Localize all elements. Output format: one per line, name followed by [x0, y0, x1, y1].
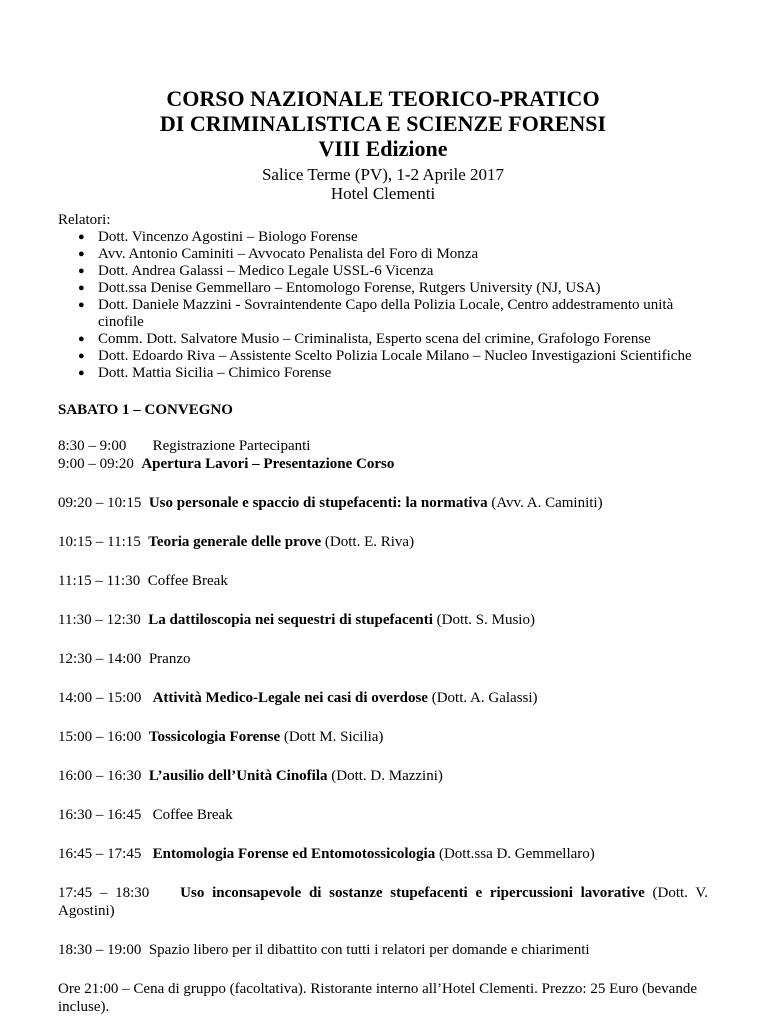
- session-title: Attività Medico-Legale nei casi di overdose: [152, 690, 428, 706]
- time-slot: 16:30 – 16:45: [58, 807, 142, 823]
- bullet-icon: ●: [78, 367, 85, 379]
- dinner-note: Ore 21:00 – Cena di gruppo (facoltativa). Ristorante interno all’Hotel Clementi. Prezzo: 25 Euro (bevande incluse).: [58, 981, 697, 1015]
- bullet-icon: ●: [78, 350, 85, 362]
- schedule-row: [58, 572, 708, 590]
- time-slot: 12:30 – 14:00: [58, 651, 142, 667]
- session-title: Apertura Lavori – Presentazione Corso: [141, 456, 395, 472]
- location-date: Salice Terme (PV), 1-2 Aprile 2017: [261, 165, 505, 184]
- speaker-item: ● Dott. Edoardo Riva – Assistente Scelto Polizia Locale Milano – Nucleo Investigazioni Scientifiche: [78, 348, 692, 364]
- time-slot: 10:15 – 11:15: [58, 534, 141, 550]
- speaker-item: ● Dott.ssa Denise Gemmellaro – Entomologo Forense, Rutgers University (NJ, USA): [78, 280, 601, 296]
- session-title: La dattiloscopia nei sequestri di stupefacenti: [148, 612, 433, 628]
- day-title: SABATO 1 – CONVEGNO: [58, 402, 233, 418]
- schedule-row: [58, 494, 708, 512]
- session-speaker: (Dott. V. Agostini): [58, 885, 709, 919]
- time-slot: 18:30 – 19:00: [58, 942, 142, 958]
- bullet-icon: ●: [78, 265, 85, 277]
- bullet-icon: ●: [78, 282, 85, 294]
- schedule-row: [58, 845, 708, 863]
- document-page: [58, 86, 708, 1016]
- speaker-item: ● Dott. Mattia Sicilia – Chimico Forense: [78, 365, 332, 381]
- venue: Hotel Clementi: [330, 184, 436, 203]
- session-title: Coffee Break: [152, 807, 233, 823]
- schedule-row: [58, 806, 708, 824]
- time-slot: 16:00 – 16:30: [58, 768, 142, 784]
- bullet-icon: ●: [78, 299, 85, 311]
- speaker-item: ● Comm. Dott. Salvatore Musio – Criminalista, Esperto scena del crimine, Grafologo Forense: [78, 331, 651, 347]
- time-slot: 11:30 – 12:30: [58, 612, 141, 628]
- time-slot: 9:00 – 09:20: [58, 456, 134, 472]
- speakers-list: [58, 229, 708, 382]
- schedule-row: [58, 941, 708, 959]
- session-speaker: (Dott M. Sicilia): [283, 729, 384, 745]
- session-title: Uso personale e spaccio di stupefacenti: la normativa: [148, 495, 488, 511]
- time-slot: 16:45 – 17:45: [58, 846, 142, 862]
- session-title: Spazio libero per il dibattito con tutti i relatori per domande e chiarimenti: [148, 942, 590, 958]
- time-slot: 14:00 – 15:00: [58, 690, 142, 706]
- session-title: L’ausilio dell’Unità Cinofila: [148, 768, 328, 784]
- schedule-row: [58, 689, 708, 707]
- course-title-line-2: DI CRIMINALISTICA E SCIENZE FORENSI: [159, 111, 607, 136]
- bullet-icon: ●: [78, 248, 85, 260]
- session-speaker: (Dott. D. Mazzini): [331, 768, 443, 784]
- schedule-row: [58, 767, 708, 785]
- speaker-item: ● Avv. Antonio Caminiti – Avvocato Penalista del Foro di Monza: [78, 246, 479, 262]
- session-title: Tossicologia Forense: [148, 729, 281, 745]
- session-title: Uso inconsapevole di sostanze stupefacenti e ripercussioni lavorative: [180, 885, 645, 901]
- schedule-row: [58, 455, 708, 473]
- time-slot: 17:45 – 18:30: [58, 885, 150, 901]
- schedule-row: [58, 533, 708, 551]
- speakers-label: Relatori:: [58, 212, 111, 228]
- time-slot: 8:30 – 9:00: [58, 438, 127, 454]
- speaker-item: ● Dott. Daniele Mazzini - Sovraintendente Capo della Polizia Locale, Centro addestramento unità cinofile: [78, 297, 674, 330]
- schedule-row: [58, 884, 708, 920]
- time-slot: 09:20 – 10:15: [58, 495, 142, 511]
- course-title-line-1: CORSO NAZIONALE TEORICO-PRATICO: [166, 86, 600, 111]
- session-title: Teoria generale delle prove: [148, 534, 322, 550]
- session-speaker: (Dott. A. Galassi): [431, 690, 538, 706]
- schedule-row: [58, 611, 708, 629]
- time-slot: 11:15 – 11:30: [58, 573, 141, 589]
- session-title: Entomologia Forense ed Entomotossicologia: [152, 846, 436, 862]
- bullet-icon: ●: [78, 231, 85, 243]
- session-title: Registrazione Partecipanti: [152, 438, 311, 454]
- schedule-row: [58, 650, 708, 668]
- session-speaker: (Dott.ssa D. Gemmellaro): [438, 846, 595, 862]
- session-speaker: (Dott. S. Musio): [436, 612, 535, 628]
- session-title: Coffee Break: [147, 573, 228, 589]
- session-title: Pranzo: [148, 651, 191, 667]
- session-speaker: (Avv. A. Caminiti): [491, 495, 603, 511]
- speaker-item: ● Dott. Andrea Galassi – Medico Legale USSL-6 Vicenza: [78, 263, 434, 279]
- speaker-item: ● Dott. Vincenzo Agostini – Biologo Forense: [78, 229, 358, 245]
- schedule-row: [58, 728, 708, 746]
- schedule-row: [58, 437, 708, 455]
- session-speaker: (Dott. E. Riva): [324, 534, 415, 550]
- time-slot: 15:00 – 16:00: [58, 729, 142, 745]
- edition-title: VIII Edizione: [318, 136, 448, 161]
- bullet-icon: ●: [78, 333, 85, 345]
